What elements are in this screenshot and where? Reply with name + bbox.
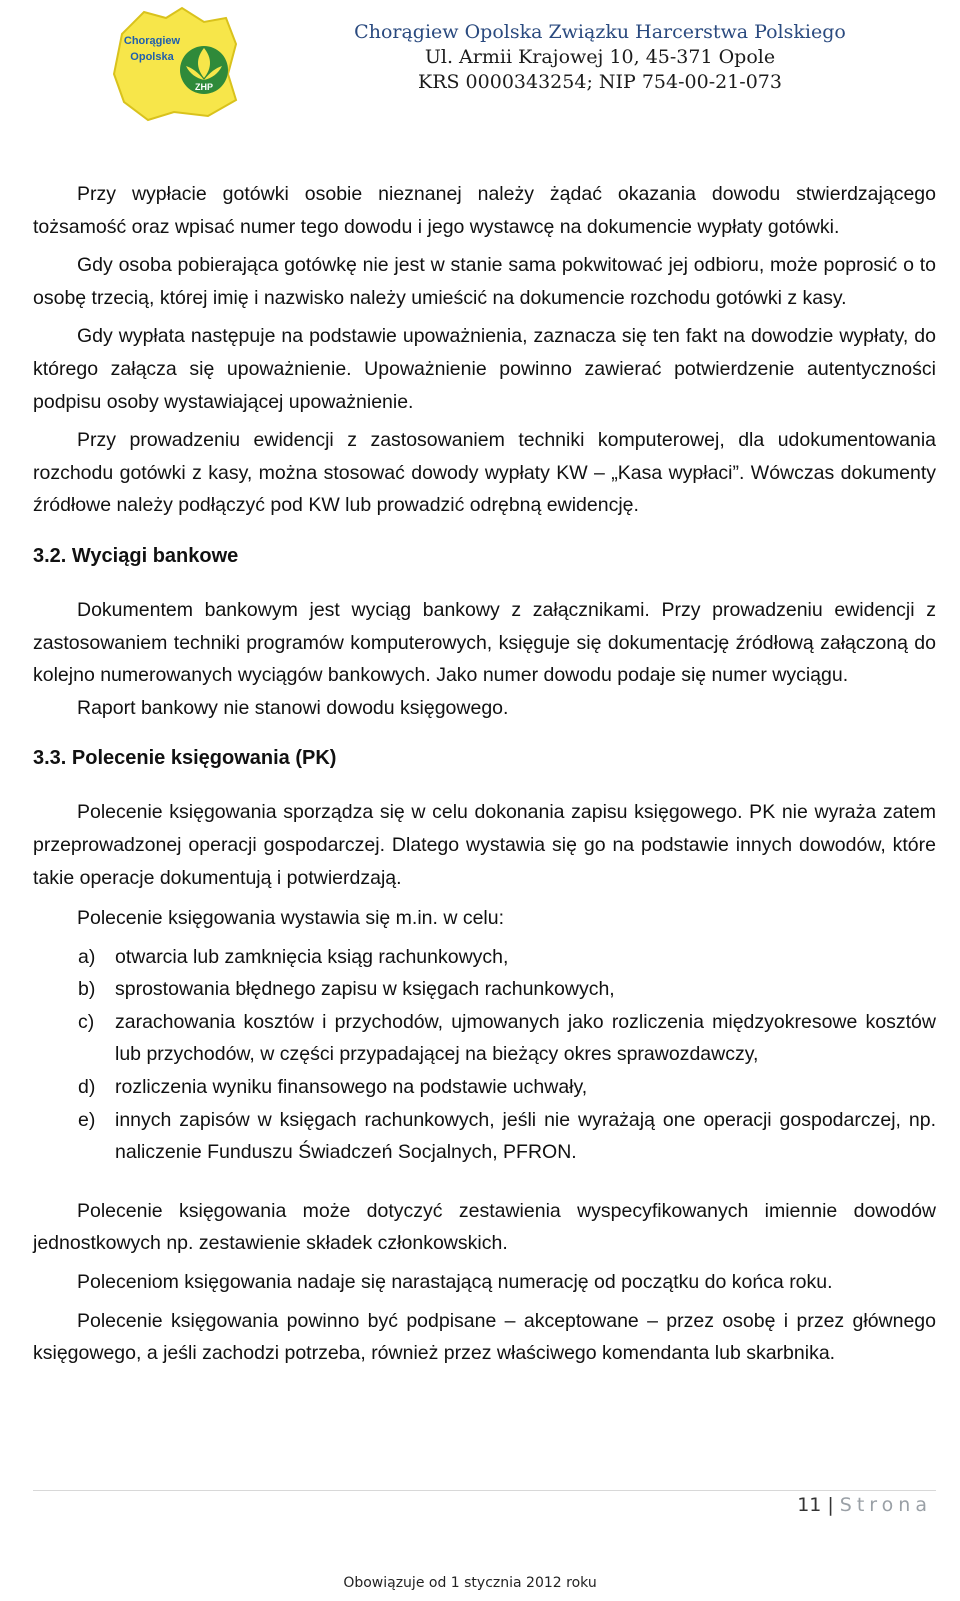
paragraph: Gdy wypłata następuje na podstawie upoważnienia, zaznacza się ten fakt na dowodzie wypłaty, do którego załącza się upoważnienie. Upoważnienie powinno zawierać potwierdzenie autentyczności podpisu osoby wystawiającej upoważnienie.	[33, 325, 936, 413]
section-heading-3-2: 3.2. Wyciągi bankowe	[33, 544, 239, 567]
paragraph: Gdy osoba pobierająca gotówkę nie jest w stanie sama pokwitować jej odbioru, może poprosić o to osobę trzecią, której imię i nazwisko należy umieścić na dokumencie rozchodu gotówki z kasy.	[33, 254, 936, 309]
paragraph: Polecenie księgowania może dotyczyć zestawienia wyspecyfikowanych imiennie dowodów jednostkowych np. zestawienie składek członkowskich.	[33, 1199, 936, 1255]
list-item-text: sprostowania błędnego zapisu w księgach rachunkowych,	[115, 978, 615, 1001]
list-item-text: otwarcia lub zamknięcia ksiąg rachunkowych,	[115, 945, 509, 968]
lily-icon	[180, 46, 228, 94]
zhp-logo	[104, 4, 244, 122]
logo-text-1: Chorągiew	[123, 35, 181, 47]
paragraph: Przy prowadzeniu ewidencji z zastosowaniem techniki komputerowej, dla udokumentowania rozchodu gotówki z kasy, można stosować dowody wypłaty KW – „Kasa wypłaci”. Wówczas dokumenty źródłowe należy podłączyć pod KW lub prowadzić odrębną ewidencję.	[33, 429, 936, 517]
paragraph: Raport bankowy nie stanowi dowodu księgowego.	[77, 696, 509, 719]
list-item	[33, 941, 936, 974]
paragraph: Poleceniom księgowania nadaje się narastającą numerację od początku do końca roku.	[77, 1271, 833, 1294]
list-marker: c)	[78, 1010, 95, 1033]
list-item	[33, 1006, 936, 1071]
list-item-text: zarachowania kosztów i przychodów, ujmowanych jako rozliczenia międzyokresowe kosztów lub przychodów, w części przypadającej na bieżący okres sprawozdawczy,	[115, 1010, 936, 1066]
organization-registration: KRS 0000343254; NIP 754-00-21-073	[418, 71, 782, 93]
logo-text-3: ZHP	[195, 82, 213, 92]
section-heading-3-3: 3.3. Polecenie księgowania (PK)	[33, 747, 337, 770]
list-item-text: innych zapisów w księgach rachunkowych, jeśli nie wyrażają one operacji gospodarczej, np. naliczenie Funduszu Świadczeń Socjalnych, PFRON.	[115, 1108, 936, 1164]
list-marker: d)	[78, 1076, 96, 1099]
list-marker: e)	[78, 1108, 96, 1131]
list-item	[33, 973, 936, 1006]
paragraph: Polecenie księgowania powinno być podpisane – akceptowane – przez osobę i przez głównego księgowego, a jeśli zachodzi potrzeba, również przez właściwego komendanta lub skarbnika.	[33, 1309, 936, 1365]
paragraph: Przy wypłacie gotówki osobie nieznanej należy żądać okazania dowodu stwierdzającego tożsamość oraz wpisać numer tego dowodu i jego wystawcę na dokumencie wypłaty gotówki.	[33, 183, 936, 238]
validity-note: Obowiązuje od 1 stycznia 2012 roku	[343, 1575, 597, 1591]
list-item	[33, 1071, 936, 1104]
list-item-text: rozliczenia wyniku finansowego na podstawie uchwały,	[115, 1076, 588, 1099]
page-label: Strona	[839, 1494, 932, 1516]
list-marker: a)	[78, 945, 96, 968]
organization-address: Ul. Armii Krajowej 10, 45-371 Opole	[424, 46, 776, 68]
list-marker: b)	[78, 978, 96, 1001]
logo-text-2: Opolska	[130, 51, 174, 63]
document-body	[33, 178, 936, 1376]
footer-divider	[33, 1490, 936, 1491]
page-number	[797, 1494, 932, 1516]
page-number-separator: |	[827, 1494, 834, 1516]
paragraph: Polecenie księgowania wystawia się m.in. w celu:	[77, 907, 505, 930]
paragraph: Dokumentem bankowym jest wyciąg bankowy z załącznikami. Przy prowadzeniu ewidencji z zastosowaniem techniki programów komputerowych, księguje się dokumentację źródłową załączoną do kolejno numerowanych wyciągów bankowych. Jako numer dowodu podaje się numer wyciągu.	[33, 598, 936, 687]
page-number-value: 11	[797, 1494, 822, 1516]
paragraph: Polecenie księgowania sporządza się w celu dokonania zapisu księgowego. PK nie wyraża zatem przeprowadzonej operacji gospodarczej. Dlatego wystawia się go na podstawie innych dowodów, które takie operacje dokumentują i potwierdzają.	[33, 801, 936, 889]
page-header	[0, 0, 960, 130]
organization-name: Chorągiew Opolska Związku Harcerstwa Polskiego	[354, 21, 846, 43]
purpose-list	[33, 941, 936, 1169]
list-item	[33, 1104, 936, 1169]
